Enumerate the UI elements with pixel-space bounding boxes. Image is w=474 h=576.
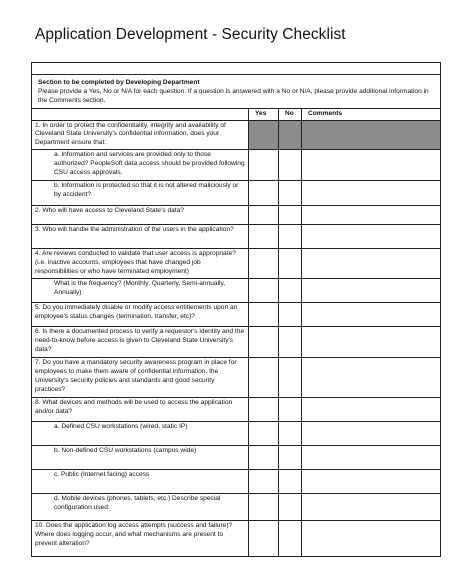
yes-cell[interactable] xyxy=(249,225,279,249)
yes-cell[interactable] xyxy=(249,422,279,446)
yes-cell[interactable] xyxy=(249,206,279,225)
no-cell[interactable] xyxy=(279,150,302,181)
table-row xyxy=(32,521,441,557)
yes-cell xyxy=(249,120,279,150)
yes-cell[interactable] xyxy=(249,446,279,470)
table-row xyxy=(32,206,441,225)
no-cell[interactable] xyxy=(279,225,302,249)
no-cell[interactable] xyxy=(279,181,302,206)
intro-row xyxy=(32,75,441,109)
no-cell[interactable] xyxy=(279,279,302,303)
header-no: No xyxy=(279,108,302,120)
question-text: 2. Who will have access to Cleveland State's data? xyxy=(32,206,249,225)
column-header-row xyxy=(32,108,441,120)
comments-cell[interactable] xyxy=(302,181,441,206)
question-text: 3. Who will handle the administration of the users in the application? xyxy=(32,225,249,249)
yes-cell[interactable] xyxy=(249,303,279,327)
table-row xyxy=(32,279,441,303)
comments-cell[interactable] xyxy=(302,398,441,422)
yes-cell[interactable] xyxy=(249,327,279,358)
comments-cell[interactable] xyxy=(302,494,441,521)
comments-cell[interactable] xyxy=(302,470,441,494)
yes-cell[interactable] xyxy=(249,398,279,422)
yes-cell[interactable] xyxy=(249,470,279,494)
comments-cell[interactable] xyxy=(302,358,441,398)
header-yes: Yes xyxy=(249,108,279,120)
table-row xyxy=(32,446,441,470)
question-text: b. Non-defined CSU workstations (campus wide) xyxy=(32,446,249,470)
comments-cell[interactable] xyxy=(302,225,441,249)
yes-cell[interactable] xyxy=(249,358,279,398)
comments-cell[interactable] xyxy=(302,327,441,358)
question-text: What is the frequency? (Monthly, Quarterly, Semi-annually, Annually) xyxy=(32,279,249,303)
blank-cell xyxy=(32,63,441,75)
comments-cell[interactable] xyxy=(302,150,441,181)
no-cell[interactable] xyxy=(279,249,302,279)
comments-cell[interactable] xyxy=(302,521,441,557)
checklist-table xyxy=(31,62,441,557)
comments-cell[interactable] xyxy=(302,446,441,470)
table-row xyxy=(32,470,441,494)
yes-cell[interactable] xyxy=(249,150,279,181)
header-question-cell xyxy=(32,108,249,120)
intro-heading: Section to be completed by Developing Department xyxy=(38,79,200,86)
table-row xyxy=(32,422,441,446)
header-comments: Comments xyxy=(302,108,441,120)
yes-cell[interactable] xyxy=(249,521,279,557)
top-blank-row xyxy=(32,63,441,75)
table-row xyxy=(32,398,441,422)
table-row xyxy=(32,494,441,521)
yes-cell[interactable] xyxy=(249,249,279,279)
no-cell[interactable] xyxy=(279,521,302,557)
question-text: c. Public (Internet facing) access xyxy=(32,470,249,494)
comments-cell[interactable] xyxy=(302,279,441,303)
table-row xyxy=(32,249,441,279)
question-text: 8. What devices and methods will be used to access the application and/or data? xyxy=(32,398,249,422)
intro-text: Please provide a Yes, No or N/A for each question. If a question is answered with a No or N/A, please provide additional information in the Comments section. xyxy=(38,87,429,104)
question-text: 5. Do you immediately disable or modify access entitlements upon an employee's status changes (termination, transfer, etc)? xyxy=(32,303,249,327)
question-text: b. Information is protected so that it is not altered maliciously or by accident? xyxy=(32,181,249,206)
no-cell[interactable] xyxy=(279,494,302,521)
question-text: d. Mobile devices (phones, tablets, etc.) Describe special configuration used: xyxy=(32,494,249,521)
no-cell[interactable] xyxy=(279,398,302,422)
no-cell[interactable] xyxy=(279,422,302,446)
table-row xyxy=(32,150,441,181)
no-cell[interactable] xyxy=(279,206,302,225)
question-text: 10. Does the application log access attempts (success and failure)? Where does logging occur, and what mechanisms are present to prevent alteration? xyxy=(32,521,249,557)
table-row xyxy=(32,358,441,398)
table-row xyxy=(32,327,441,358)
no-cell[interactable] xyxy=(279,303,302,327)
yes-cell[interactable] xyxy=(249,279,279,303)
question-text: a. Defined CSU workstations (wired, static IP) xyxy=(32,422,249,446)
comments-cell[interactable] xyxy=(302,303,441,327)
comments-cell[interactable] xyxy=(302,249,441,279)
question-text: 4. Are reviews conducted to validate that user access is appropriate? (i.e. inactive accounts, employees that have changed job responsibilities or who have terminated employment) xyxy=(32,249,249,279)
no-cell xyxy=(279,120,302,150)
question-text: 1. In order to protect the confidentiality, integrity and availability of Cleveland State University's confidential information, does your Department ensure that: xyxy=(32,120,249,150)
question-text: 7. Do you have a mandatory security awareness program in place for employees to make them aware of confidential information, the University's security policies and standards and good security practices? xyxy=(32,358,249,398)
page-title: Application Development - Security Checklist xyxy=(35,26,346,43)
no-cell[interactable] xyxy=(279,358,302,398)
comments-cell[interactable] xyxy=(302,206,441,225)
question-text: a. Information and services are provided only to those authorized? PeopleSoft data access should be provided following CSU access approvals. xyxy=(32,150,249,181)
no-cell[interactable] xyxy=(279,446,302,470)
table-row xyxy=(32,181,441,206)
question-text: 6. Is there a documented process to verify a requestor's identity and the need-to-know before access is given to Cleveland State University's data? xyxy=(32,327,249,358)
comments-cell xyxy=(302,120,441,150)
table-row xyxy=(32,225,441,249)
yes-cell[interactable] xyxy=(249,181,279,206)
yes-cell[interactable] xyxy=(249,494,279,521)
table-row xyxy=(32,120,441,150)
comments-cell[interactable] xyxy=(302,422,441,446)
intro-cell xyxy=(32,75,441,109)
no-cell[interactable] xyxy=(279,470,302,494)
no-cell[interactable] xyxy=(279,327,302,358)
table-row xyxy=(32,303,441,327)
